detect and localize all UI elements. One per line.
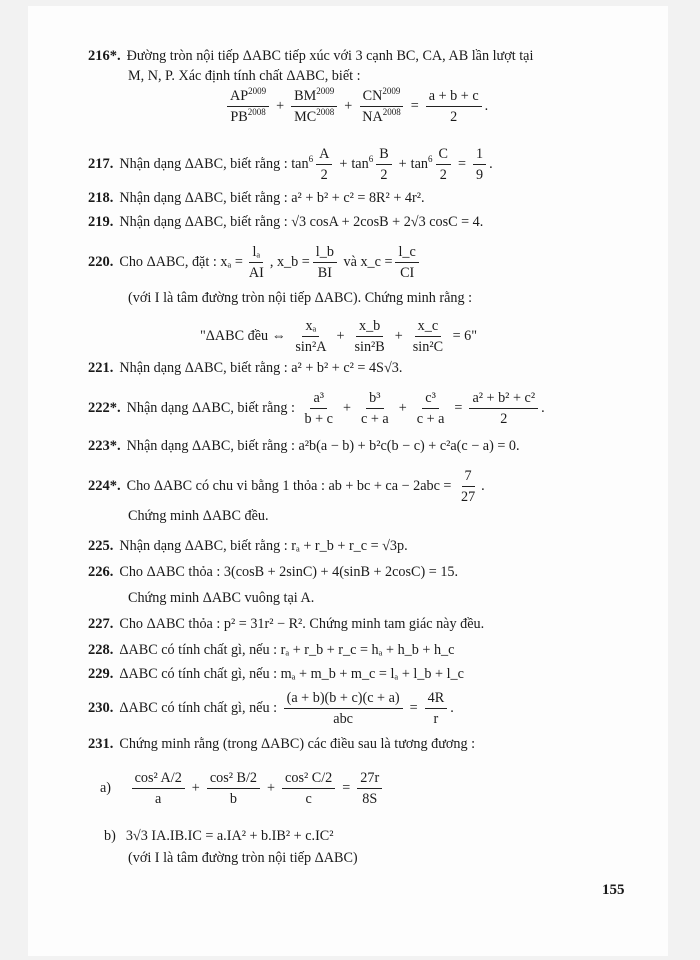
problem-225: 225. Nhận dạng ΔABC, biết rằng : rₐ + r_b + r_c = √3p.: [88, 538, 408, 554]
problem-223: 223*. Nhận dạng ΔABC, biết rằng : a²b(a − b) + b²c(b − c) + c²a(c − a) = 0.: [88, 438, 520, 454]
problem-230: 230. ΔABC có tính chất gì, nếu : $\frac{(a + b)(b + c)(c + a)}{\text{abc}}$ = $\frac{4R}{r}$ .: [88, 690, 454, 727]
problem-216-line2: M, N, P. Xác định tính chất ΔABC, biết :: [128, 68, 361, 84]
problem-216: [88, 48, 533, 64]
problem-220-note: (với I là tâm đường tròn nội tiếp ΔABC). Chứng minh rằng :: [128, 290, 473, 306]
problem-218: 218. Nhận dạng ΔABC, biết rằng : a² + b² + c² = 8R² + 4r².: [88, 190, 425, 206]
problem-220-claim: "ΔABC đều ⇔ $\frac{\text{xₐ}}{\text{sin²A}}$ + $\frac{x\_b}{\text{sin²B}}$ + $\frac{x\_c}{\text{sin²C}}$ = 6": [200, 318, 478, 355]
problem-231-part-a: a) $\frac{\text{cos² A/2}}{a}$ + $\frac{\text{cos² B/2}}{b}$ + $\frac{\text{cos² C/2}}{c}$ = $\frac{27r}{8S}$: [100, 770, 385, 807]
problem-231: 231. Chứng minh rằng (trong ΔABC) các điều sau là tương đương :: [88, 736, 476, 752]
problem-219: 219. Nhận dạng ΔABC, biết rằng : √3 cosA + 2cosB + 2√3 cosC = 4.: [88, 214, 484, 230]
problem-231-part-b: b) 3√3 IA.IB.IC = a.IA² + b.IB² + c.IC²: [104, 828, 334, 844]
problem-229: 229. ΔABC có tính chất gì, nếu : mₐ + m_b + m_c = lₐ + l_b + l_c: [88, 666, 464, 682]
page-number: 155: [602, 882, 625, 898]
problem-222: 222*. Nhận dạng ΔABC, biết rằng : $\frac{\text{a³}}{b + c}$ + $\frac{\text{b³}}{c + a}$ + $\frac{\text{c³}}{c + a}$ = $\frac{\text{a² + b² + c²}}{2}$ .: [88, 390, 545, 427]
problem-226-line2: Chứng minh ΔABC vuông tại A.: [128, 590, 315, 606]
problem-226: 226. Cho ΔABC thỏa : 3(cosB + 2sinC) + 4(sinB + 2cosC) = 15.: [88, 564, 459, 580]
problem-224-line2: Chứng minh ΔABC đều.: [128, 508, 269, 524]
problem-221: 221. Nhận dạng ΔABC, biết rằng : a² + b² + c² = 4S√3.: [88, 360, 403, 376]
problem-text: Đường tròn nội tiếp ΔABC tiếp xúc với 3 cạnh BC, CA, AB lần lượt tại: [126, 48, 534, 64]
problem-228: 228. ΔABC có tính chất gì, nếu : rₐ + r_b + r_c = hₐ + h_b + h_c: [88, 642, 455, 658]
problem-224: 224*. Cho ΔABC có chu vi bằng 1 thỏa : ab + bc + ca − 2abc = $\frac{7}{27}$ .: [88, 468, 485, 505]
problem-216-formula: $\frac{AP^{2009}}{PB^{2008}}$ + $\frac{BM^{2009}}{MC^{2008}}$ + $\frac{CN^{2009}}{NA^{2008}}$ = $\frac{a + b + c}{2}$ .: [224, 88, 488, 125]
problem-number: 216*.: [88, 48, 121, 64]
problem-217: 217. Nhận dạng ΔABC, biết rằng : $\tan^6$ $\frac{A}{2}$ + $\tan^6$ $\frac{B}{2}$ + $\tan^6$ $\frac{C}{2}$ = $\frac{1}{9}$ .: [88, 146, 493, 183]
problem-220: 220. Cho ΔABC, đặt : xₐ = $\frac{\text{lₐ}}{AI}$ , x_b = $\frac{l\_b}{BI}$ và x_c = $\frac{l\_c}{CI}$: [88, 244, 422, 281]
problem-231-note: (với I là tâm đường tròn nội tiếp ΔABC): [128, 850, 358, 866]
problem-227: 227. Cho ΔABC thỏa : p² = 31r² − R². Chứng minh tam giác này đều.: [88, 616, 485, 632]
